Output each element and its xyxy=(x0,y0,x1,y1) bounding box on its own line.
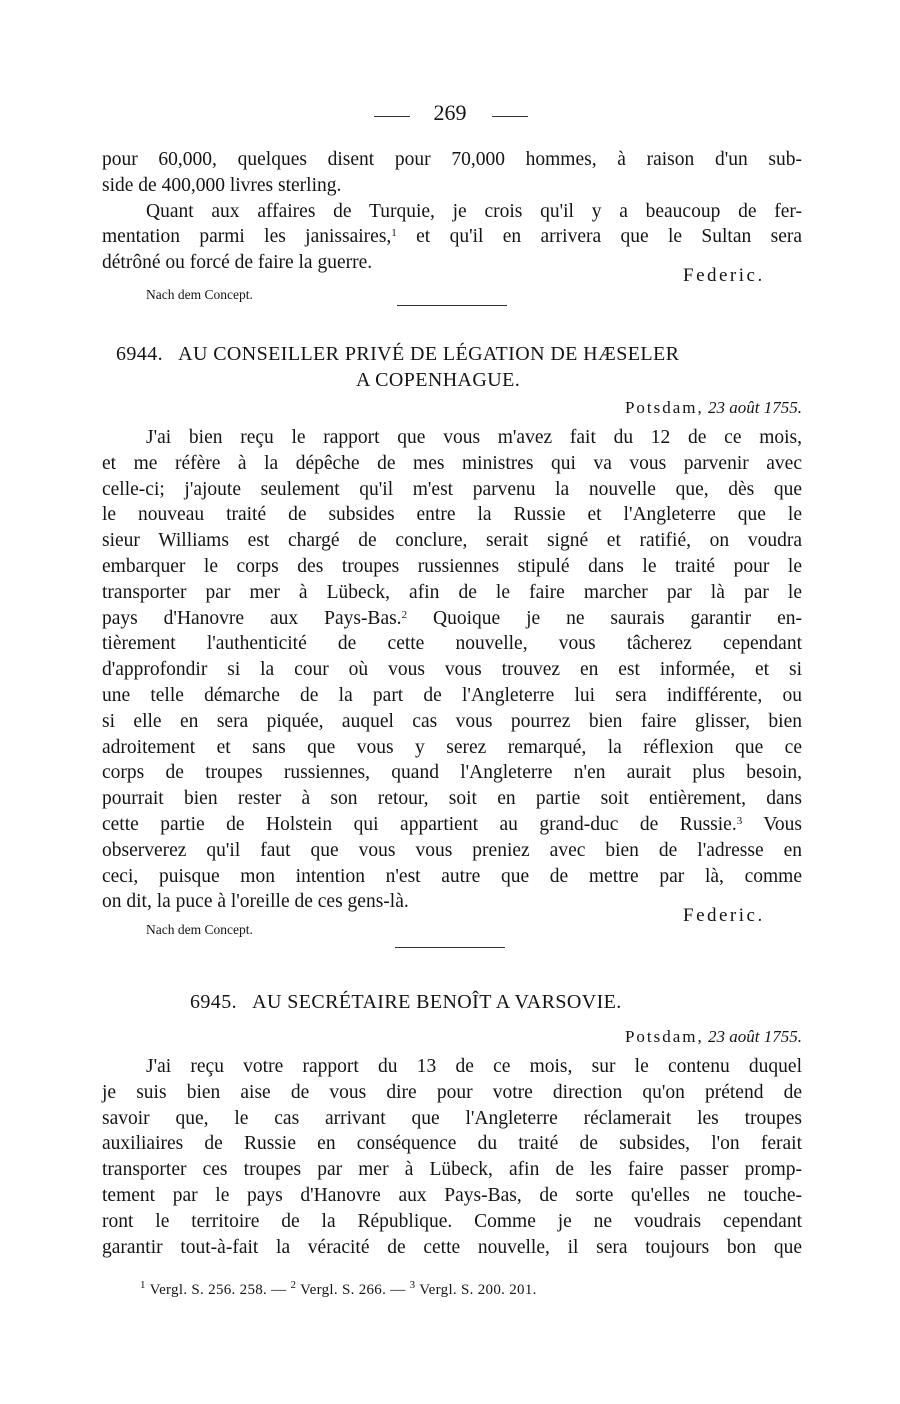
letter-number: 6944. xyxy=(116,343,163,365)
source-note: Nach dem Concept. xyxy=(146,922,253,937)
text-line: d'approfondir si la cour où vous vous trouvez en est informée, et si xyxy=(102,659,802,681)
text-line: savoir que, le cas arrivant que l'Angleterre réclamerait les troupes xyxy=(102,1107,802,1129)
text-line: le nouveau traité de subsides entre la Russie et l'Angleterre que le xyxy=(102,504,802,526)
footnote-text: Vergl. S. 256. 258. xyxy=(149,1282,268,1298)
text-line: cette partie de Holstein qui appartient au grand-duc de Russie.$^3$ Vous xyxy=(102,813,802,835)
dateline-place: Potsdam, xyxy=(624,398,704,417)
text-line: pays d'Hanovre aux Pays-Bas.$^2$ Quoique je ne saurais garantir en- xyxy=(102,607,802,629)
text-line: side de 400,000 livres sterling. xyxy=(102,174,342,196)
dateline-date: 23 août 1755. xyxy=(708,398,802,417)
page-number: 269 xyxy=(433,100,467,125)
section-divider xyxy=(395,947,505,948)
text-line: J'ai bien reçu le rapport que vous m'avez fait du 12 de ce mois, xyxy=(146,427,802,448)
letter-title: AU CONSEILLER PRIVÉ DE LÉGATION DE HÆSELER xyxy=(178,343,680,365)
text-line: je suis bien aise de vous dire pour votre direction qu'on prétend de xyxy=(102,1081,802,1103)
text-line: observerez qu'il faut que vous vous preniez avec bien de l'adresse en xyxy=(102,839,802,861)
footnote-mark: 2 xyxy=(290,1279,297,1291)
letter-title-line2: A COPENHAGUE. xyxy=(356,369,521,391)
footnote-mark: 3 xyxy=(409,1279,416,1291)
footnote-text: Vergl. S. 200. 201. xyxy=(419,1282,537,1298)
footnotes xyxy=(140,1279,537,1299)
section-divider xyxy=(397,305,507,306)
text-line: corps de troupes russiennes, quand l'Angleterre n'en aurait plus besoin, xyxy=(102,762,802,784)
letter-title: AU SECRÉTAIRE BENOÎT A VARSOVIE. xyxy=(252,991,622,1013)
text-line: adroitement et sans que vous y serez remarqué, la réflexion que ce xyxy=(102,736,802,758)
text-line: si elle en sera piquée, auquel cas vous pourrez bien faire glisser, bien xyxy=(102,710,802,732)
letter-body xyxy=(102,1054,802,1260)
text-line: transporter par mer à Lübeck, afin de le faire marcher par là par le xyxy=(102,581,802,603)
letter-heading xyxy=(116,343,679,366)
text-line: Quant aux affaires de Turquie, je crois qu'il y a beaucoup de fer- xyxy=(146,200,802,222)
letter-heading xyxy=(190,991,622,1014)
source-note: Nach dem Concept. xyxy=(146,287,253,302)
text-line: tièrement l'authenticité de cette nouvelle, vous tâcherez cependant xyxy=(102,633,802,655)
text-line: transporter ces troupes par mer à Lübeck, afin de les faire passer promp- xyxy=(102,1159,802,1181)
text-line: et me réfère à la dépêche de mes ministres qui va vous parvenir avec xyxy=(102,452,802,474)
text-line: détrôné ou forcé de faire la guerre. xyxy=(102,252,373,274)
footnote-marker: 1 xyxy=(391,227,397,240)
letter-number: 6945. xyxy=(190,991,237,1013)
header-rule-right xyxy=(492,116,528,117)
text-line: sieur Williams est chargé de conclure, serait signé et ratifié, on voudra xyxy=(102,530,802,552)
page-header xyxy=(0,100,900,130)
text-line: auxiliaires de Russie en conséquence du traité de subsides, l'on ferait xyxy=(102,1133,802,1155)
text-line: mentation parmi les janissaires,$^1$ et qu'il en arrivera que le Sultan sera xyxy=(102,226,802,248)
dateline-place: Potsdam, xyxy=(624,1027,704,1046)
footnote-text: Vergl. S. 266. xyxy=(300,1282,387,1298)
text-line: une telle démarche de la part de l'Angleterre lui sera indifférente, ou xyxy=(102,684,802,706)
footnote-marker: 2 xyxy=(401,608,408,621)
footnote-separator: — xyxy=(390,1282,406,1298)
text-line: ront le territoire de la République. Comme je ne voudrais cependant xyxy=(102,1210,802,1232)
signature: Federic. xyxy=(683,905,765,926)
text-line: ceci, puisque mon intention n'est autre que de mettre par là, comme xyxy=(102,865,802,887)
signature: Federic. xyxy=(683,265,765,286)
footnote-separator: — xyxy=(271,1282,287,1298)
text-line: garantir tout-à-fait la véracité de cette nouvelle, il sera toujours bon que xyxy=(102,1236,802,1258)
text-line: tement par le pays d'Hanovre aux Pays-Bas, de sorte qu'elles ne touche- xyxy=(102,1184,802,1206)
text-line: on dit, la puce à l'oreille de ces gens-là. xyxy=(102,891,409,913)
text-line: J'ai reçu votre rapport du 13 de ce mois, sur le contenu duquel xyxy=(146,1056,802,1077)
footnote-mark: 1 xyxy=(140,1279,146,1291)
continuation-text xyxy=(102,147,802,276)
text-line: celle-ci; j'ajoute seulement qu'il m'est parvenu la nouvelle que, dès que xyxy=(102,478,802,500)
dateline xyxy=(625,1027,802,1047)
letter-body xyxy=(102,425,802,915)
footnote-marker: 3 xyxy=(736,814,743,827)
text-line: pourrait bien rester à son retour, soit en partie soit entièrement, dans xyxy=(102,788,802,810)
text-line: embarquer le corps des troupes russiennes stipulé dans le traité pour le xyxy=(102,555,802,577)
dateline-date: 23 août 1755. xyxy=(708,1027,802,1046)
text-line: pour 60,000, quelques disent pour 70,000 hommes, à raison d'un sub- xyxy=(102,149,802,170)
dateline xyxy=(625,398,802,418)
